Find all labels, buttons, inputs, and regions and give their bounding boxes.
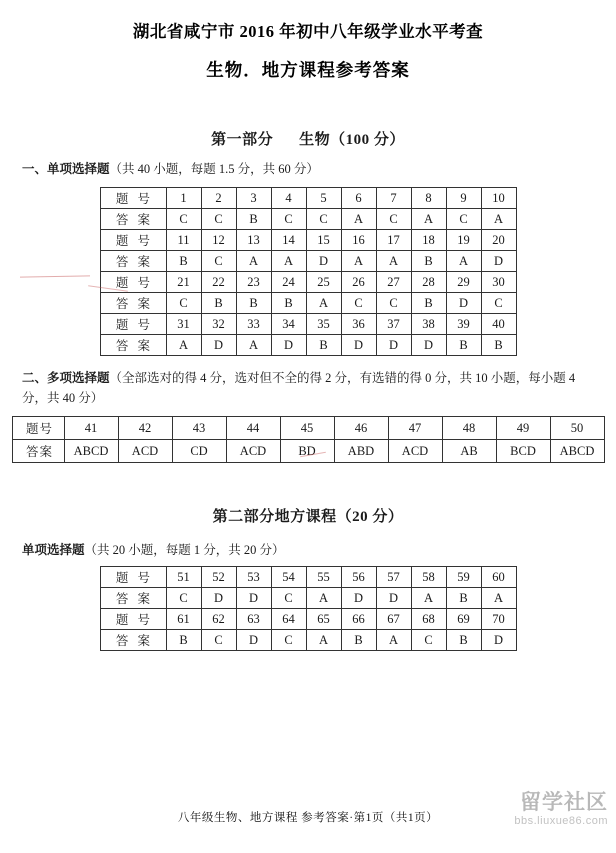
table-row	[100, 335, 516, 356]
cell: A	[306, 630, 341, 651]
cell: 23	[236, 272, 271, 293]
cell: D	[481, 630, 516, 651]
cell: D	[446, 293, 481, 314]
page-title-line1: 湖北省咸宁市 2016 年初中八年级学业水平考查	[132, 22, 484, 41]
cell: 3	[236, 188, 271, 209]
cell: 20	[481, 230, 516, 251]
cell: 34	[271, 314, 306, 335]
single-choice-table	[100, 187, 517, 356]
cell: C	[271, 209, 306, 230]
cell: 43	[172, 417, 226, 440]
row-label-answer: 答 案	[100, 588, 166, 609]
cell: 2	[201, 188, 236, 209]
cell: C	[201, 630, 236, 651]
cell: 36	[341, 314, 376, 335]
table-row	[100, 314, 516, 335]
part-one-subject: 生物（100 分）	[299, 132, 405, 148]
cell: 58	[411, 567, 446, 588]
cell: B	[411, 293, 446, 314]
row-label-question: 题号	[12, 417, 64, 440]
cell: D	[411, 335, 446, 356]
row-label-answer: 答 案	[100, 293, 166, 314]
cell: 49	[496, 417, 550, 440]
multi-choice-table-wrap	[0, 416, 616, 463]
cell: BD	[280, 440, 334, 463]
cell: 41	[64, 417, 118, 440]
cell: B	[446, 630, 481, 651]
cell: A	[236, 251, 271, 272]
section-three-title: 单项选择题	[22, 543, 85, 558]
single-choice-tables-wrap	[0, 187, 616, 356]
cell: 62	[201, 609, 236, 630]
cell: D	[236, 588, 271, 609]
cell: 45	[280, 417, 334, 440]
cell: C	[411, 630, 446, 651]
cell: D	[341, 588, 376, 609]
table-row	[100, 567, 516, 588]
row-label-answer: 答 案	[100, 630, 166, 651]
cell: 65	[306, 609, 341, 630]
cell: C	[166, 588, 201, 609]
cell: 42	[118, 417, 172, 440]
cell: 69	[446, 609, 481, 630]
cell: D	[236, 630, 271, 651]
cell: CD	[172, 440, 226, 463]
cell: D	[201, 588, 236, 609]
row-label-answer: 答案	[12, 440, 64, 463]
local-course-table	[100, 566, 517, 651]
cell: 60	[481, 567, 516, 588]
cell: B	[201, 293, 236, 314]
row-label-question: 题 号	[100, 314, 166, 335]
section-one-title: 一、单项选择题	[22, 162, 110, 176]
cell: 66	[341, 609, 376, 630]
part-one-heading	[0, 128, 616, 149]
part-two-heading	[0, 505, 616, 526]
part-one-label: 第一部分	[211, 132, 274, 148]
part-two-subject: 地方课程（20 分）	[274, 509, 404, 526]
cell: 29	[446, 272, 481, 293]
cell: 26	[341, 272, 376, 293]
cell: B	[236, 209, 271, 230]
cell: 10	[481, 188, 516, 209]
cell: 30	[481, 272, 516, 293]
cell: 19	[446, 230, 481, 251]
cell: C	[201, 209, 236, 230]
cell: A	[341, 251, 376, 272]
cell: 67	[376, 609, 411, 630]
cell: A	[306, 293, 341, 314]
cell: 50	[550, 417, 604, 440]
page-title-line2: 生物．地方课程参考答案	[206, 60, 410, 80]
multi-choice-table	[12, 416, 605, 463]
section-one-heading	[22, 160, 616, 179]
cell: A	[411, 209, 446, 230]
cell: 61	[166, 609, 201, 630]
cell: C	[201, 251, 236, 272]
cell: D	[376, 335, 411, 356]
cell: 47	[388, 417, 442, 440]
cell: 12	[201, 230, 236, 251]
cell: 32	[201, 314, 236, 335]
cell: C	[166, 293, 201, 314]
cell: 28	[411, 272, 446, 293]
part-two-label: 第二部分	[212, 509, 275, 526]
cell: 16	[341, 230, 376, 251]
cell: A	[481, 588, 516, 609]
cell: A	[376, 251, 411, 272]
section-two-title: 二、多项选择题	[22, 371, 110, 386]
cell: C	[446, 209, 481, 230]
row-label-answer: 答 案	[100, 251, 166, 272]
table-row	[100, 188, 516, 209]
cell: 21	[166, 272, 201, 293]
cell: 17	[376, 230, 411, 251]
cell: C	[166, 209, 201, 230]
row-label-question: 题 号	[100, 272, 166, 293]
watermark-sub: bbs.liuxue86.com	[514, 815, 608, 827]
cell: 38	[411, 314, 446, 335]
cell: C	[376, 293, 411, 314]
cell: 7	[376, 188, 411, 209]
cell: D	[271, 335, 306, 356]
cell: A	[446, 251, 481, 272]
table-row	[100, 230, 516, 251]
cell: ACD	[226, 440, 280, 463]
cell: D	[481, 251, 516, 272]
cell: BCD	[496, 440, 550, 463]
cell: A	[376, 630, 411, 651]
row-label-answer: 答 案	[100, 209, 166, 230]
cell: C	[481, 293, 516, 314]
table-row	[100, 272, 516, 293]
cell: 52	[201, 567, 236, 588]
cell: 54	[271, 567, 306, 588]
cell: ACD	[388, 440, 442, 463]
cell: A	[341, 209, 376, 230]
cell: 35	[306, 314, 341, 335]
watermark	[514, 792, 608, 827]
row-label-question: 题 号	[100, 567, 166, 588]
cell: 22	[201, 272, 236, 293]
cell: 55	[306, 567, 341, 588]
section-two-heading	[22, 368, 597, 408]
cell: 8	[411, 188, 446, 209]
local-course-table-wrap	[0, 566, 616, 651]
table-row	[100, 293, 516, 314]
cell: C	[341, 293, 376, 314]
cell: C	[271, 588, 306, 609]
cell: 39	[446, 314, 481, 335]
table-row	[100, 609, 516, 630]
row-label-question: 题 号	[100, 188, 166, 209]
cell: B	[411, 251, 446, 272]
section-two-note: （全部选对的得 4 分，选对但不全的得 2 分，有选错的得 0 分，共 10 小题，每小题 4 分，共 40 分）	[22, 371, 576, 406]
section-one-note: （共 40 小题，每题 1.5 分，共 60 分）	[109, 162, 319, 176]
cell: C	[306, 209, 341, 230]
cell: 59	[446, 567, 481, 588]
cell: 9	[446, 188, 481, 209]
cell: B	[341, 630, 376, 651]
cell: 1	[166, 188, 201, 209]
cell: 14	[271, 230, 306, 251]
row-label-question: 题 号	[100, 609, 166, 630]
cell: 31	[166, 314, 201, 335]
cell: 27	[376, 272, 411, 293]
cell: D	[306, 251, 341, 272]
cell: ABCD	[550, 440, 604, 463]
cell: 44	[226, 417, 280, 440]
cell: 6	[341, 188, 376, 209]
cell: 13	[236, 230, 271, 251]
cell: 51	[166, 567, 201, 588]
cell: B	[271, 293, 306, 314]
cell: 15	[306, 230, 341, 251]
cell: D	[201, 335, 236, 356]
cell: A	[481, 209, 516, 230]
cell: 70	[481, 609, 516, 630]
cell: 64	[271, 609, 306, 630]
cell: 18	[411, 230, 446, 251]
cell: 24	[271, 272, 306, 293]
watermark-main: 留学社区	[520, 791, 608, 814]
table-row	[12, 440, 604, 463]
cell: ABCD	[64, 440, 118, 463]
table-row	[100, 251, 516, 272]
cell: 25	[306, 272, 341, 293]
section-three-note: （共 20 小题，每题 1 分，共 20 分）	[84, 543, 285, 558]
page-footer: 八年级生物、地方课程 参考答案·第1页（共1页）	[177, 812, 439, 824]
cell: D	[341, 335, 376, 356]
cell: A	[166, 335, 201, 356]
cell: 53	[236, 567, 271, 588]
cell: A	[306, 588, 341, 609]
cell: C	[376, 209, 411, 230]
cell: 37	[376, 314, 411, 335]
cell: A	[411, 588, 446, 609]
cell: A	[236, 335, 271, 356]
cell: A	[271, 251, 306, 272]
cell: 33	[236, 314, 271, 335]
cell: 5	[306, 188, 341, 209]
cell: 57	[376, 567, 411, 588]
cell: 63	[236, 609, 271, 630]
cell: AB	[442, 440, 496, 463]
cell: C	[271, 630, 306, 651]
cell: ABD	[334, 440, 388, 463]
row-label-question: 题 号	[100, 230, 166, 251]
cell: B	[446, 335, 481, 356]
cell: B	[166, 630, 201, 651]
cell: 68	[411, 609, 446, 630]
cell: 48	[442, 417, 496, 440]
cell: ACD	[118, 440, 172, 463]
cell: 11	[166, 230, 201, 251]
cell: D	[376, 588, 411, 609]
answer-sheet-page	[0, 18, 616, 853]
table-row	[100, 209, 516, 230]
cell: B	[306, 335, 341, 356]
table-row	[100, 588, 516, 609]
cell: B	[446, 588, 481, 609]
table-row	[12, 417, 604, 440]
cell: 46	[334, 417, 388, 440]
cell: B	[236, 293, 271, 314]
section-three-heading	[22, 540, 616, 558]
cell: B	[166, 251, 201, 272]
table-row	[100, 630, 516, 651]
row-label-answer: 答 案	[100, 335, 166, 356]
cell: B	[481, 335, 516, 356]
cell: 40	[481, 314, 516, 335]
cell: 56	[341, 567, 376, 588]
cell: 4	[271, 188, 306, 209]
